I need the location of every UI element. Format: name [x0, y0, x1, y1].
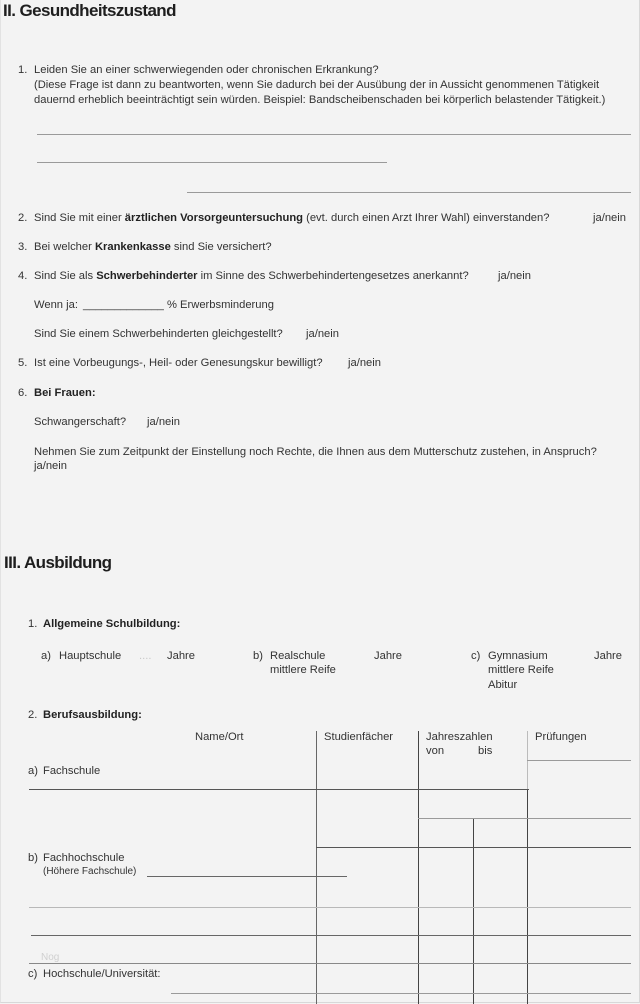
- q4-gleichgestellt-question: Sind Sie einem Schwerbehinderten gleichgestellt?: [34, 328, 283, 340]
- table-line-2: [418, 818, 631, 819]
- col-header-jahreszahlen: Jahreszahlen: [426, 731, 493, 743]
- schul-gymnasium-jahre: Jahre: [594, 650, 622, 662]
- q4-bold: Schwerbehinderter: [96, 270, 198, 282]
- schul-a-label: a): [41, 650, 51, 662]
- q1-question: Leiden Sie an einer schwerwiegenden oder chronischen Erkrankung?: [34, 64, 379, 76]
- row-fachhochschule: Fachhochschule: [43, 852, 125, 864]
- row-fachschule: Fachschule: [43, 765, 101, 777]
- q6-number: 6.: [18, 387, 28, 399]
- beruf-number: 2.: [28, 709, 38, 721]
- schul-c-label: c): [471, 650, 481, 662]
- table-line-7: [171, 993, 631, 994]
- q4-post: im Sinne des Schwerbehindertengesetzes anerkannt?: [197, 270, 469, 282]
- table-line-1: [29, 789, 529, 790]
- q4-erwerbsminderung-field[interactable]: _____________: [83, 299, 164, 311]
- q3-pre: Bei welcher: [34, 241, 95, 253]
- q4-pre: Sind Sie als: [34, 270, 97, 282]
- q6-mutterschutz-question: Nehmen Sie zum Zeitpunkt der Einstellung noch Rechte, die Ihnen aus dem Mutterschutz zustehen, in Anspruch?: [34, 446, 597, 458]
- q5-number: 5.: [18, 357, 28, 369]
- section-title-gesundheitszustand: II. Gesundheitszustand: [3, 1, 176, 20]
- schul-realschule-sub: mittlere Reife: [270, 664, 336, 676]
- q4-gleichgestellt-answer[interactable]: ja/nein: [306, 328, 339, 340]
- col-header-bis: bis: [478, 745, 493, 757]
- table-divider-4: [527, 789, 528, 1004]
- q1-number: 1.: [18, 64, 28, 76]
- q2-number: 2.: [18, 212, 28, 224]
- schul-realschule: Realschule: [270, 650, 326, 662]
- q3-post: sind Sie versichert?: [170, 241, 272, 253]
- schul-hauptschule: Hauptschule: [59, 650, 122, 662]
- q1-answer-line-2[interactable]: [37, 162, 387, 163]
- schul-label: [43, 618, 180, 630]
- q1-answer-line-3[interactable]: [187, 192, 631, 193]
- row-a-label: a): [28, 765, 38, 777]
- col-header-name-ort: Name/Ort: [195, 731, 244, 743]
- beruf-bold: Berufsausbildung:: [43, 709, 142, 721]
- q4-answer-jainein[interactable]: ja/nein: [498, 270, 531, 282]
- q5-question: Ist eine Vorbeugungs-, Heil- oder Genesungskur bewilligt?: [34, 357, 323, 369]
- col-header-von: von: [426, 745, 445, 757]
- q6-label: [34, 387, 96, 399]
- schul-hauptschule-jahre: Jahre: [167, 650, 195, 662]
- fachhochschule-name-line[interactable]: [147, 876, 347, 877]
- q4-wenn-ja-label: Wenn ja:: [34, 299, 78, 311]
- q3-bold: Krankenkasse: [94, 241, 171, 253]
- q1-note-line2: dauernd erheblich beeinträchtigt sein würden. Beispiel: Bandscheibenschaden bei körperlich belastender Tätigkeit.): [34, 94, 606, 106]
- table-line-6: [29, 963, 631, 964]
- table-line-pruefungen-top: [527, 760, 631, 761]
- q6-mutterschutz-answer[interactable]: ja/nein: [34, 460, 67, 472]
- beruf-label: [43, 709, 142, 721]
- col-header-pruefungen: Prüfungen: [535, 731, 587, 743]
- watermark-text: Nog: [41, 952, 60, 963]
- q3-question: [34, 241, 272, 253]
- schul-gymnasium-sub1: mittlere Reife: [488, 664, 554, 676]
- q2-pre: Sind Sie mit einer: [34, 212, 125, 224]
- q6-bold: Bei Frauen:: [34, 387, 96, 399]
- q4-number: 4.: [18, 270, 28, 282]
- table-line-3: [316, 847, 631, 848]
- q6-schwangerschaft-question: Schwangerschaft?: [34, 416, 127, 428]
- schul-hauptschule-field[interactable]: ....: [139, 650, 152, 662]
- q2-post: (evt. durch einen Arzt Ihrer Wahl) einverstanden?: [303, 212, 550, 224]
- row-c-label: c): [28, 968, 38, 980]
- q5-answer-jainein[interactable]: ja/nein: [348, 357, 381, 369]
- schul-b-label: b): [253, 650, 263, 662]
- schul-number: 1.: [28, 618, 38, 630]
- schul-gymnasium-sub2: Abitur: [488, 679, 518, 691]
- row-fachhochschule-sub: (Höhere Fachschule): [43, 866, 137, 877]
- q1-note-line1: (Diese Frage ist dann zu beantworten, wenn Sie dadurch bei der Ausübung der in Aussicht genommenen Tätigkeit: [34, 79, 600, 91]
- q1-answer-line-1[interactable]: [37, 134, 631, 135]
- q6-schwangerschaft-answer[interactable]: ja/nein: [147, 416, 180, 428]
- q4-question: [34, 270, 469, 282]
- schul-bold: Allgemeine Schulbildung:: [43, 618, 181, 630]
- schul-realschule-jahre: Jahre: [374, 650, 402, 662]
- col-header-studienfaecher: Studienfächer: [324, 731, 394, 743]
- q2-answer-jainein[interactable]: ja/nein: [593, 212, 626, 224]
- table-line-4: [29, 907, 631, 908]
- row-hochschule: Hochschule/Universität:: [43, 968, 161, 980]
- table-divider-3: [473, 818, 474, 1004]
- row-b-label: b): [28, 852, 38, 864]
- schul-gymnasium: Gymnasium: [488, 650, 548, 662]
- section-title-ausbildung: III. Ausbildung: [4, 553, 112, 572]
- q4-erwerbsminderung-suffix: % Erwerbsminderung: [167, 299, 274, 311]
- q2-bold: ärztlichen Vorsorgeuntersuchung: [124, 212, 303, 224]
- q2-question: [34, 212, 549, 224]
- table-line-5: [31, 935, 631, 936]
- q3-number: 3.: [18, 241, 28, 253]
